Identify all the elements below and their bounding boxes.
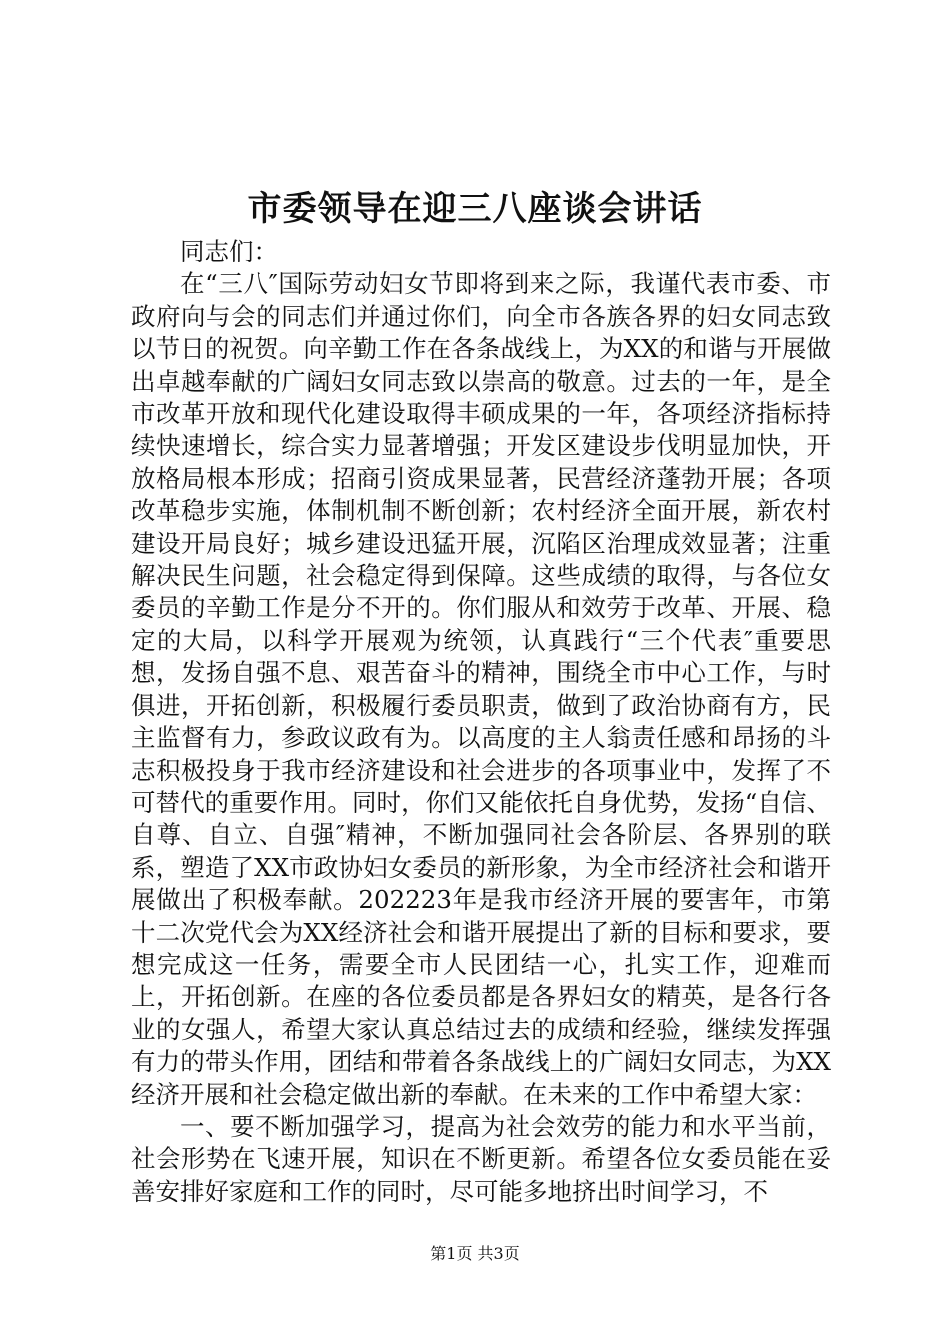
document-body <box>131 236 831 1208</box>
page-number-footer: 第1页 共3页 <box>430 1244 520 1263</box>
salutation-paragraph: 同志们： <box>180 237 278 266</box>
body-paragraph: 在“三八″国际劳动妇女节即将到来之际，我谨代表市委、市政府向与会的同志们并通过你们，向全市各族各界的妇女同志致以节日的祝贺。向辛勤工作在各条战线上，为XX的和谐与开展做出卓越奉献的广阔妇女同志致以崇高的敬意。过去的一年，是全市改革开放和现代化建设取得丰硕成果的一年，各项经济指标持续快速增长，综合实力显著增强；开发区建设步伐明显加快，开放格局根本形成；招商引资成果显著，民营经济蓬勃开展；各项改革稳步实施，体制机制不断创新；农村经济全面开展，新农村建设开局良好；城乡建设迅猛开展，沉陷区治理成效显著；注重解决民生问题，社会稳定得到保障。这些成绩的取得，与各位女委员的辛勤工作是分不开的。你们服从和效劳于改革、开展、稳定的大局，以科学开展观为统领，认真践行“三个代表″重要思想，发扬自强不息、艰苦奋斗的精神，围绕全市中心工作，与时俱进，开拓创新，积极履行委员职责，做到了政治协商有方，民主监督有力，参政议政有为。以高度的主人翁责任感和昂扬的斗志积极投身于我市经济建设和社会进步的各项事业中，发挥了不可替代的重要作用。同时，你们又能依托自身优势，发扬“自信、自尊、自立、自强″精神，不断加强同社会各阶层、各界别的联系，塑造了XX市政协妇女委员的新形象，为全市经济社会和谐开展做出了积极奉献。202223年是我市经济开展的要害年，市第十二次党代会为XX经济社会和谐开展提出了新的目标和要求，要想完成这一任务，需要全市人民团结一心，扎实工作，迎难而上，开拓创新。在座的各位委员都是各界妇女的精英，是各行各业的女强人，希望大家认真总结过去的成绩和经验，继续发挥强有力的带头作用，团结和带着各条战线上的广阔妇女同志，为XX经济开展和社会稳定做出新的奉献。在未来的工作中希望大家： <box>131 269 831 1109</box>
body-paragraph: 一、要不断加强学习，提高为社会效劳的能力和水平当前，社会形势在飞速开展，知识在不断更新。希望各位女委员能在妥善安排好家庭和工作的同时，尽可能多地挤出时间学习，不 <box>131 1111 831 1206</box>
document-title: 市委领导在迎三八座谈会讲话 <box>247 189 703 229</box>
